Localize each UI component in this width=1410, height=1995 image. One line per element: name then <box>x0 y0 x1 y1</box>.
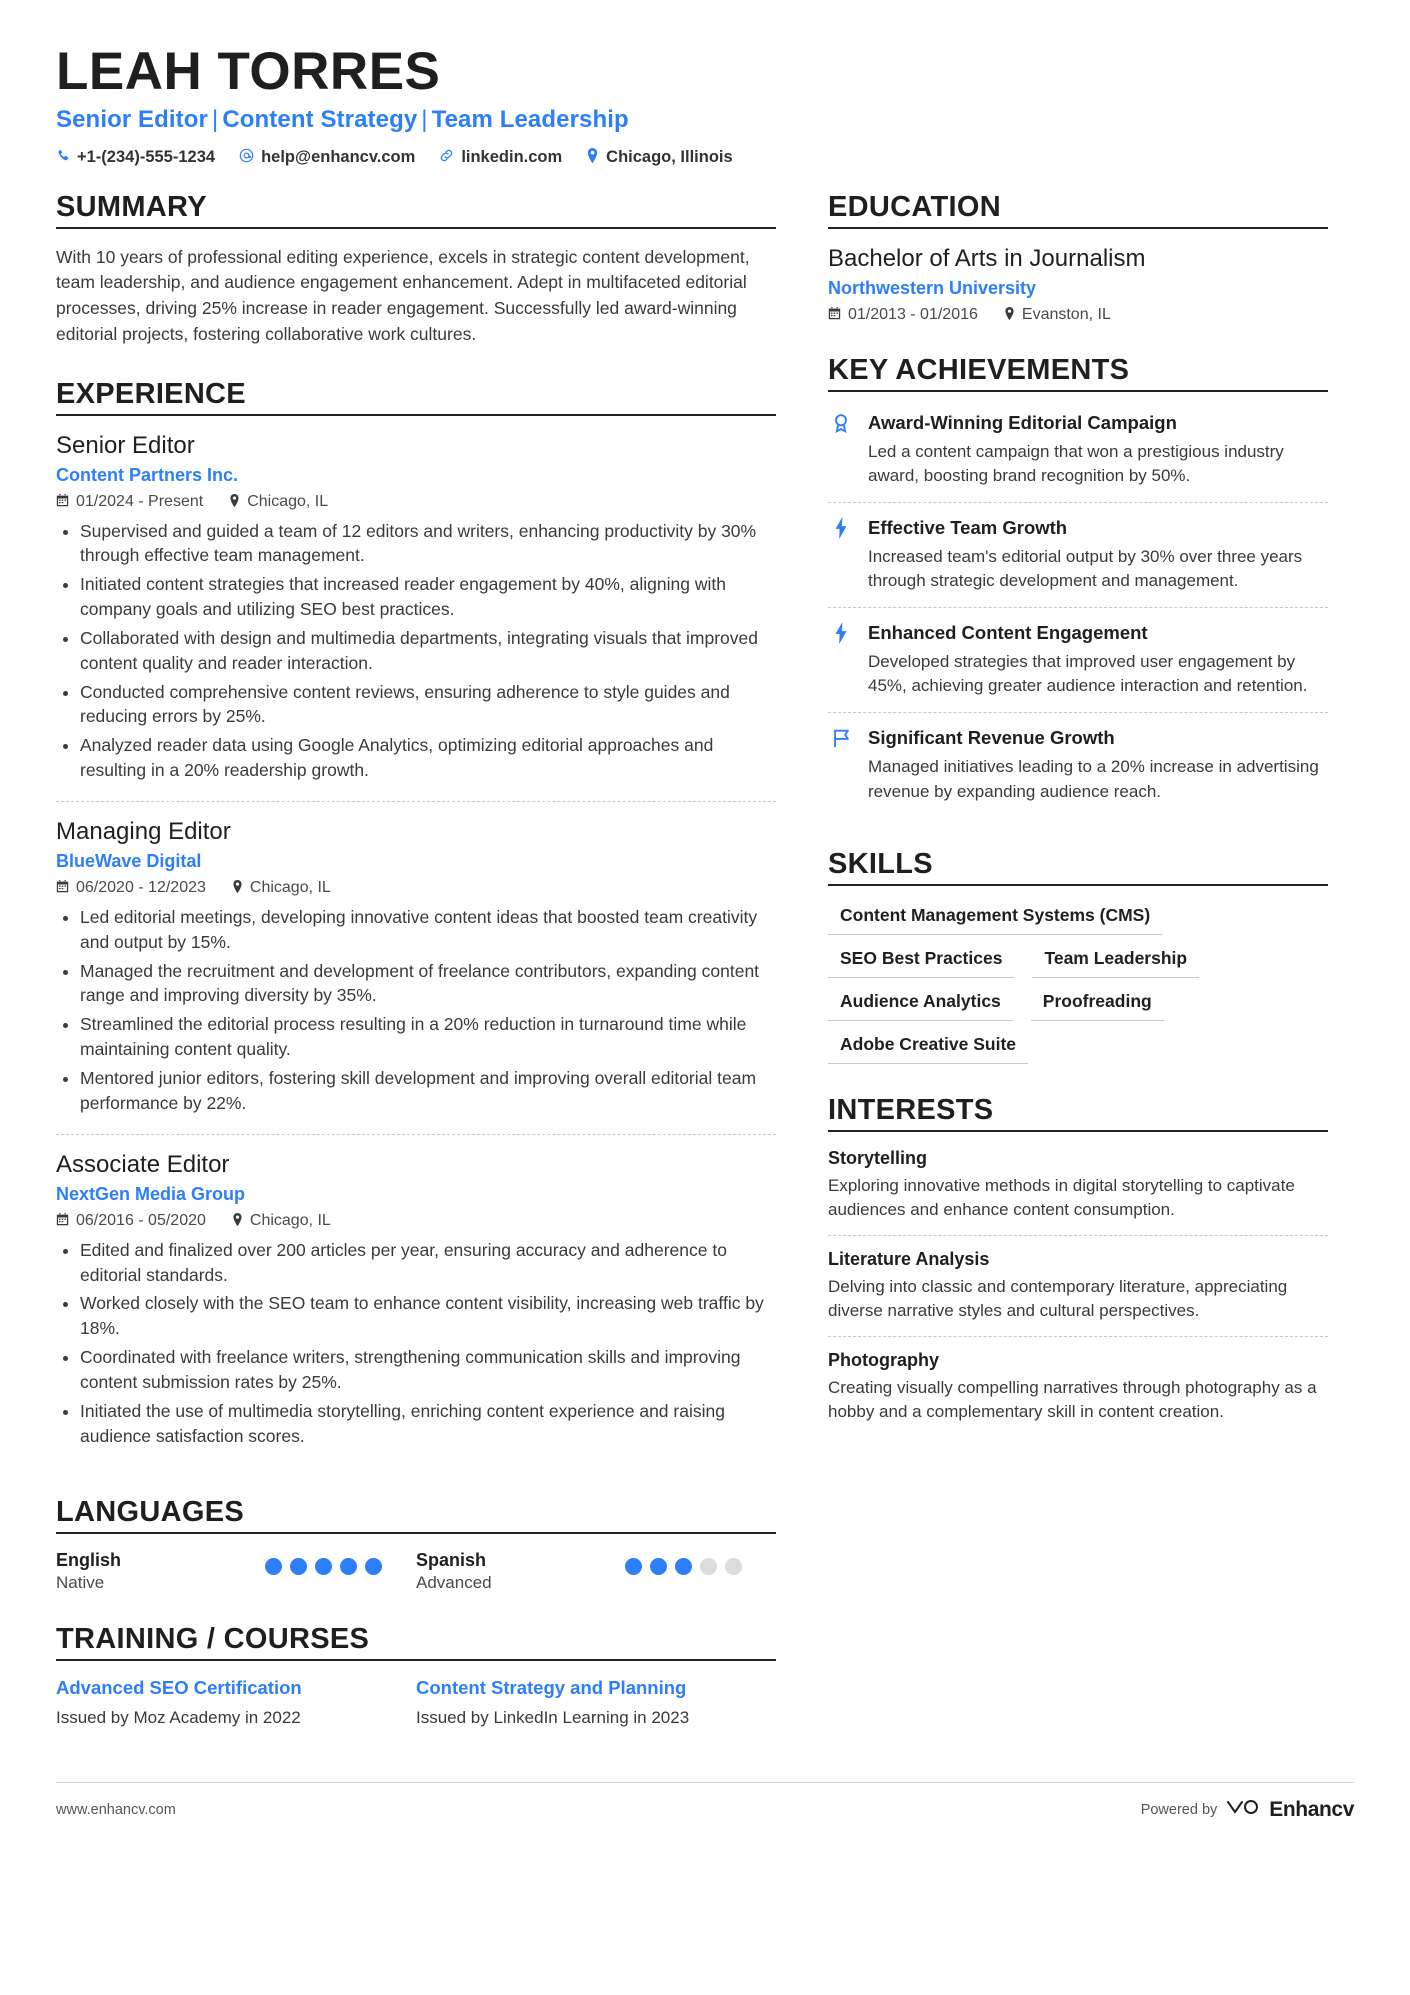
achievement-title: Effective Team Growth <box>868 516 1068 538</box>
job-bullet: • Supervised and guided a team of 12 editors and writers, enhancing productivity by 30% through effective team management. <box>80 519 776 569</box>
job-bullet: • Initiated the use of multimedia storytelling, enriching content experience and raising audience satisfaction scores. <box>80 1399 776 1449</box>
rating-dot <box>265 1558 282 1575</box>
enhancv-brand-name: Enhancv <box>1269 1798 1354 1822</box>
achievement-body <box>868 517 1328 593</box>
achievement-body <box>868 727 1328 803</box>
achievement-item <box>828 712 1328 817</box>
section-interests <box>828 1094 1328 1438</box>
interest-desc: Exploring innovative methods in digital storytelling to captivate audiences and enhance content consumption. <box>828 1175 1295 1219</box>
rating-dot <box>365 1558 382 1575</box>
interest-desc: Delving into classic and contemporary literature, appreciating diverse narrative styles and cultural perspectives. <box>828 1276 1288 1321</box>
training-item-title: Content Strategy and Planning <box>416 1677 687 1699</box>
training-title: TRAINING / COURSES <box>56 1623 370 1656</box>
rating-dot <box>650 1558 667 1575</box>
powered-by-label: Powered by <box>1140 1802 1218 1819</box>
education-meta <box>828 306 1328 324</box>
achievement-desc: Increased team's editorial output by 30% over three years through strategic development and management. <box>868 546 1303 591</box>
resume-header <box>56 44 1354 167</box>
skills-list <box>828 902 1328 1064</box>
section-divider <box>828 227 1328 229</box>
job-role: Managing Editor <box>56 817 231 845</box>
contact-phone <box>56 148 215 167</box>
job-company: BlueWave Digital <box>56 850 202 871</box>
language-level: Native <box>56 1573 105 1593</box>
calendar-icon <box>56 880 69 896</box>
language-name: Spanish <box>416 1550 487 1571</box>
rating-dot <box>700 1558 717 1575</box>
job-location-text: Chicago, IL <box>247 492 329 510</box>
job-role: Associate Editor <box>56 1150 230 1178</box>
location-pin-icon <box>586 148 599 166</box>
contact-location-text: Chicago, Illinois <box>606 147 733 166</box>
interest-item <box>828 1235 1328 1336</box>
section-divider <box>56 414 776 416</box>
rating-dot <box>290 1558 307 1575</box>
job-bullets <box>56 1238 776 1449</box>
education-dates-text: 01/2013 - 01/2016 <box>848 305 978 323</box>
calendar-icon <box>56 494 69 510</box>
education-degree: Bachelor of Arts in Journalism <box>828 244 1146 272</box>
summary-title: SUMMARY <box>56 190 207 223</box>
experience-item <box>56 1134 776 1467</box>
calendar-icon <box>56 1213 69 1229</box>
skills-title: SKILLS <box>828 847 933 880</box>
interest-title: Literature Analysis <box>828 1248 990 1269</box>
achievement-desc: Led a content campaign that won a prestigious industry award, boosting brand recognition by 50%. <box>868 441 1284 485</box>
job-bullet: • Collaborated with design and multimedia departments, integrating visuals that improved content quality and reader interaction. <box>80 626 776 676</box>
education-location <box>1004 306 1111 324</box>
achievement-body <box>868 412 1328 488</box>
skill-chip: Proofreading <box>1031 988 1164 1021</box>
interest-title: Storytelling <box>828 1147 928 1168</box>
job-meta <box>56 1212 776 1230</box>
location-pin-icon <box>232 880 243 896</box>
section-achievements <box>828 354 1328 818</box>
skill-chip: Adobe Creative Suite <box>828 1031 1028 1064</box>
job-role: Senior Editor <box>56 431 195 459</box>
candidate-headline <box>56 106 1354 134</box>
language-info <box>416 1550 492 1593</box>
rating-dot <box>625 1558 642 1575</box>
rating-dot <box>675 1558 692 1575</box>
education-dates <box>828 306 978 324</box>
job-bullet: • Managed the recruitment and development of freelance contributors, expanding content range and improving diversity by 35%. <box>80 959 776 1009</box>
training-item <box>56 1677 416 1730</box>
section-education <box>828 191 1328 324</box>
headline-part-1: Senior Editor <box>56 105 208 133</box>
headline-part-2: Content Strategy <box>222 105 418 133</box>
achievement-title: Enhanced Content Engagement <box>868 622 1148 644</box>
education-title: EDUCATION <box>828 190 1001 223</box>
section-training <box>56 1623 776 1730</box>
section-divider <box>56 1532 776 1534</box>
job-location-text: Chicago, IL <box>249 1211 331 1229</box>
job-bullets <box>56 905 776 1116</box>
location-pin-icon <box>1004 307 1015 323</box>
job-bullet: • Worked closely with the SEO team to enhance content visibility, increasing web traffic by 18%. <box>80 1291 776 1341</box>
contact-location <box>586 148 733 167</box>
contact-email-text: help@enhancv.com <box>261 147 416 166</box>
interests-title: INTERESTS <box>828 1093 994 1126</box>
training-item-desc: Issued by Moz Academy in 2022 <box>56 1708 301 1728</box>
section-summary <box>56 191 776 348</box>
headline-separator: | <box>421 105 428 133</box>
achievements-title: KEY ACHIEVEMENTS <box>828 353 1130 386</box>
rating-dot <box>315 1558 332 1575</box>
interest-item <box>828 1336 1328 1437</box>
page-footer <box>56 1782 1354 1841</box>
section-languages <box>56 1496 776 1593</box>
contact-email[interactable] <box>239 148 415 167</box>
email-icon <box>239 148 254 166</box>
job-location <box>229 493 328 511</box>
job-location-text: Chicago, IL <box>249 878 331 896</box>
achievement-item <box>828 607 1328 712</box>
job-dates <box>56 879 206 897</box>
skill-chip: SEO Best Practices <box>828 945 1014 978</box>
job-bullet: • Conducted comprehensive content reviews, ensuring adherence to style guides and reducing errors by 25%. <box>80 680 776 730</box>
link-icon <box>439 148 454 166</box>
contact-linkedin-text: linkedin.com <box>461 147 563 166</box>
job-bullet: • Edited and finalized over 200 articles per year, ensuring accuracy and adherence to editorial standards. <box>80 1238 776 1288</box>
skill-chip: Content Management Systems (CMS) <box>828 902 1162 935</box>
job-dates <box>56 1212 206 1230</box>
interest-item <box>828 1148 1328 1235</box>
language-rating <box>265 1550 382 1575</box>
candidate-name: LEAH TORRES <box>56 42 441 101</box>
achievement-title: Award-Winning Editorial Campaign <box>868 411 1177 433</box>
job-bullet: • Led editorial meetings, developing innovative content ideas that boosted team creativity and output by 15%. <box>80 905 776 955</box>
section-divider <box>56 1659 776 1661</box>
job-company: Content Partners Inc. <box>56 464 239 485</box>
section-divider <box>828 390 1328 392</box>
job-bullet: • Analyzed reader data using Google Analytics, optimizing editorial approaches and resulting in a 20% readership growth. <box>80 733 776 783</box>
achievement-title: Significant Revenue Growth <box>868 727 1115 749</box>
education-school: Northwestern University <box>828 277 1037 298</box>
rating-dot <box>725 1558 742 1575</box>
experience-item <box>56 432 776 801</box>
language-item <box>416 1550 776 1593</box>
language-info <box>56 1550 121 1593</box>
footer-website[interactable]: www.enhancv.com <box>56 1802 176 1819</box>
job-dates <box>56 493 203 511</box>
achievement-body <box>868 622 1328 698</box>
interest-desc: Creating visually compelling narratives through photography as a hobby and a complementary skill in content creation. <box>828 1378 1317 1422</box>
job-bullet: • Mentored junior editors, fostering skill development and improving overall editorial team performance by 22%. <box>80 1066 776 1116</box>
job-dates-text: 06/2016 - 05/2020 <box>76 1211 206 1229</box>
language-item <box>56 1550 416 1593</box>
skill-chip: Audience Analytics <box>828 988 1013 1021</box>
languages-grid <box>56 1550 776 1593</box>
job-company: NextGen Media Group <box>56 1183 246 1204</box>
enhancv-logo-icon <box>1226 1797 1260 1823</box>
job-dates-text: 06/2020 - 12/2023 <box>76 878 206 896</box>
location-pin-icon <box>229 494 240 510</box>
lightning-bolt-icon <box>828 517 854 593</box>
training-item-title: Advanced SEO Certification <box>56 1677 302 1699</box>
left-column <box>56 191 776 1761</box>
language-name: English <box>56 1550 122 1571</box>
job-bullet: • Coordinated with freelance writers, strengthening communication skills and improving content submission rates by 25%. <box>80 1345 776 1395</box>
contact-phone-text: +1-(234)-555-1234 <box>77 147 216 166</box>
job-bullet: • Initiated content strategies that increased reader engagement by 40%, aligning with company goals and utilizing SEO best practices. <box>80 572 776 622</box>
education-location-text: Evanston, IL <box>1021 305 1111 323</box>
education-item <box>828 245 1328 324</box>
headline-part-3: Team Leadership <box>431 105 629 133</box>
resume-columns <box>56 191 1354 1761</box>
phone-icon <box>56 149 70 166</box>
training-grid <box>56 1677 776 1730</box>
language-rating <box>625 1550 742 1575</box>
job-bullets <box>56 519 776 783</box>
headline-separator: | <box>211 105 219 133</box>
section-divider <box>56 227 776 229</box>
medal-icon <box>828 412 854 488</box>
languages-title: LANGUAGES <box>56 1496 244 1529</box>
achievement-item <box>828 502 1328 607</box>
section-divider <box>828 884 1328 886</box>
job-meta <box>56 879 776 897</box>
right-column <box>828 191 1328 1468</box>
job-meta <box>56 493 776 511</box>
training-item <box>416 1677 776 1730</box>
calendar-icon <box>828 307 841 323</box>
experience-item <box>56 801 776 1134</box>
contact-linkedin[interactable] <box>439 148 562 167</box>
section-divider <box>828 1130 1328 1132</box>
achievement-item <box>828 408 1328 502</box>
interest-title: Photography <box>828 1350 939 1371</box>
lightning-bolt-icon <box>828 622 854 698</box>
section-experience <box>56 378 776 1467</box>
section-skills <box>828 848 1328 1064</box>
contact-row <box>56 148 1354 167</box>
achievement-desc: Managed initiatives leading to a 20% increase in advertising revenue by expanding audience reach. <box>868 757 1319 801</box>
job-bullet: • Streamlined the editorial process resulting in a 20% reduction in turnaround time while maintaining content quality. <box>80 1012 776 1062</box>
summary-text: With 10 years of professional editing experience, excels in strategic content development, team leadership, and audience engagement enhancement. Adept in multifaceted editorial processes, driving 25% increase in reader engagement. Successfully led award-winning editorial projects, fostering collaborative work cultures. <box>56 246 750 344</box>
job-dates-text: 01/2024 - Present <box>76 492 204 510</box>
flag-icon <box>828 727 854 803</box>
location-pin-icon <box>232 1213 243 1229</box>
job-location <box>232 879 331 897</box>
job-location <box>232 1212 331 1230</box>
language-level: Advanced <box>416 1573 492 1593</box>
experience-title: EXPERIENCE <box>56 377 246 410</box>
achievement-desc: Developed strategies that improved user engagement by 45%, achieving greater audience interaction and retention. <box>868 652 1308 696</box>
skill-chip: Team Leadership <box>1032 945 1199 978</box>
training-item-desc: Issued by LinkedIn Learning in 2023 <box>416 1708 690 1728</box>
rating-dot <box>340 1558 357 1575</box>
footer-brand <box>1141 1797 1354 1823</box>
